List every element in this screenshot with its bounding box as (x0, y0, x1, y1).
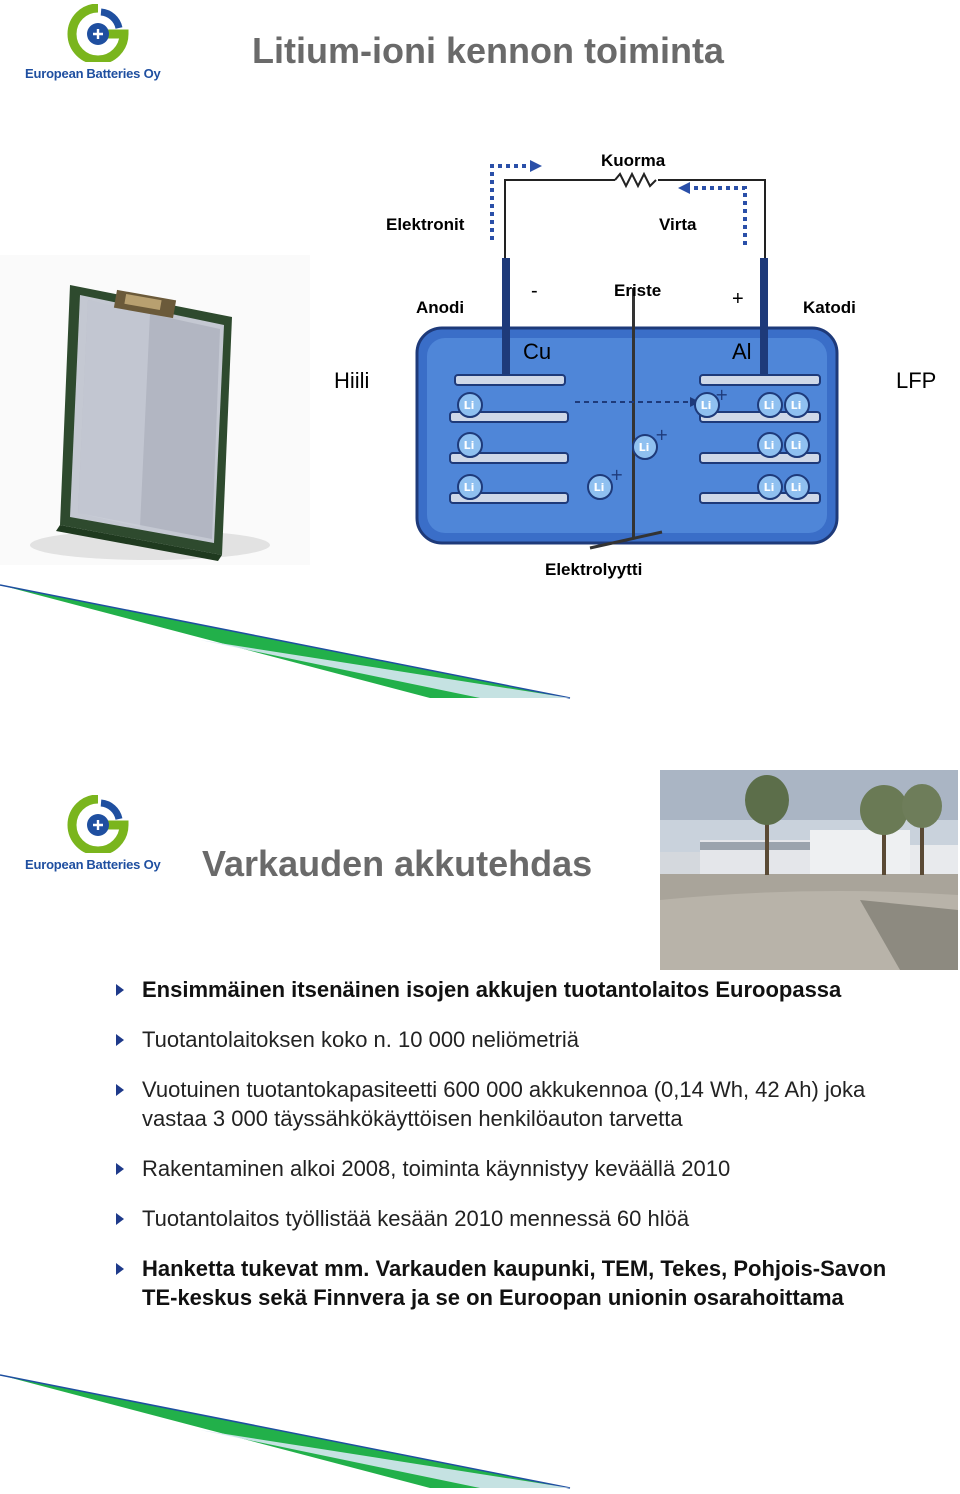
label-kuorma: Kuorma (601, 151, 666, 170)
battery-cell-photo (0, 255, 310, 565)
label-katodi: Katodi (803, 298, 856, 317)
svg-text:Li: Li (700, 399, 712, 412)
svg-text:Li: Li (790, 399, 802, 412)
svg-text:Li: Li (463, 439, 475, 452)
company-logo: European Batteries Oy (25, 4, 155, 84)
logo-emblem-icon (53, 795, 143, 853)
svg-text:Li: Li (593, 481, 605, 494)
resistor-icon (615, 174, 656, 186)
svg-text:Li: Li (790, 439, 802, 452)
label-elektrolyytti: Elektrolyytti (545, 560, 643, 579)
label-elektronit: Elektronit (386, 215, 465, 234)
slide1-title: Litium-ioni kennon toiminta (252, 30, 724, 71)
bullet-list (110, 975, 910, 1333)
bullet-item: Ensimmäinen itsenäinen isojen akkujen tuotantolaitos Euroopassa (110, 975, 910, 1004)
label-anodi: Anodi (416, 298, 465, 317)
svg-text:Li: Li (638, 441, 650, 454)
logo-emblem-icon (53, 4, 143, 62)
label-lfp: LFP (896, 368, 937, 393)
svg-text:Li: Li (790, 481, 802, 494)
bullet-item: Tuotantolaitoksen koko n. 10 000 neliömetriä (110, 1025, 910, 1054)
bullet-item: Vuotuinen tuotantokapasiteetti 600 000 akkukennoa (0,14 Wh, 42 Ah) joka vastaa 3 000 täyssähkökäyttöisen henkilöauton tarvetta (110, 1075, 910, 1133)
bullet-item: Tuotantolaitos työllistää kesään 2010 mennessä 60 hlöä (110, 1204, 910, 1233)
label-cu: Cu (523, 339, 552, 364)
svg-text:Li: Li (763, 439, 775, 452)
svg-text:Li: Li (763, 399, 775, 412)
bullet-arrow-icon (116, 1034, 124, 1046)
company-logo-2: European Batteries Oy (25, 795, 155, 875)
svg-text:+: + (610, 465, 624, 484)
bullet-arrow-icon (116, 1163, 124, 1175)
slide2-title: Varkauden akkutehdas (202, 843, 593, 884)
svg-text:Li: Li (463, 481, 475, 494)
label-eriste: Eriste (614, 281, 662, 300)
bullet-arrow-icon (116, 1213, 124, 1225)
bullet-item: Hanketta tukevat mm. Varkauden kaupunki, TEM, Tekes, Pohjois-Savon TE-keskus sekä Finnvera ja se on Euroopan unionin osarahoittama (110, 1254, 910, 1312)
li-ion-cell-diagram (400, 150, 870, 590)
bullet-arrow-icon (116, 1084, 124, 1096)
label-hiili: Hiili (334, 368, 370, 393)
factory-photo (660, 770, 958, 970)
label-minus: - (531, 280, 538, 302)
svg-text:+: + (715, 385, 729, 404)
label-al: Al (732, 339, 752, 364)
arrow-left-icon (678, 182, 690, 194)
svg-text:+: + (655, 425, 669, 444)
svg-text:Li: Li (463, 399, 475, 412)
arrow-right-icon (530, 160, 542, 172)
decorative-swoosh-2 (0, 1370, 580, 1494)
label-plus: + (732, 288, 744, 310)
bullet-arrow-icon (116, 1263, 124, 1275)
label-virta: Virta (659, 215, 697, 234)
decorative-swoosh (0, 580, 580, 705)
svg-text:Li: Li (763, 481, 775, 494)
bullet-item: Rakentaminen alkoi 2008, toiminta käynnistyy keväällä 2010 (110, 1154, 910, 1183)
bullet-arrow-icon (116, 984, 124, 996)
